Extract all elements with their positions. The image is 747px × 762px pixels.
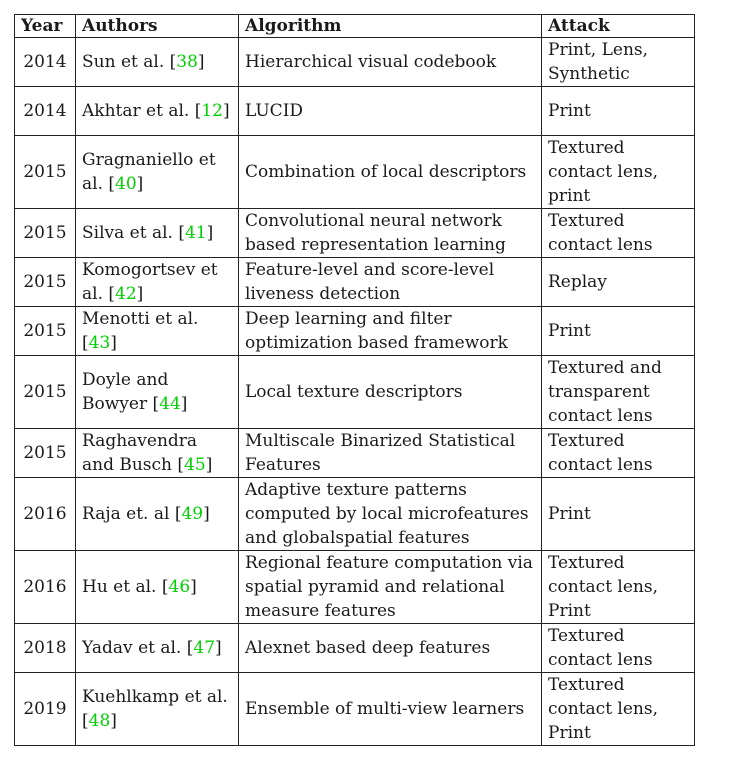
table-row bbox=[15, 478, 695, 551]
table-row bbox=[15, 356, 695, 429]
cell-algorithm: Regional feature computation via spatial pyramid and relational measure features bbox=[239, 551, 542, 624]
cell-attack: Textured contact lens, print bbox=[542, 136, 695, 209]
cell-algorithm: LUCID bbox=[239, 87, 542, 136]
cell-algorithm: Local texture descriptors bbox=[239, 356, 542, 429]
cell-attack: Textured and transparent contact lens bbox=[542, 356, 695, 429]
table-row bbox=[15, 551, 695, 624]
author-name: Doyle and Bowyer bbox=[82, 370, 169, 414]
table-row bbox=[15, 258, 695, 307]
author-name: Menotti et al. bbox=[82, 309, 199, 329]
iris-pad-methods-table bbox=[14, 14, 695, 746]
table-header-row bbox=[15, 15, 695, 38]
cell-algorithm: Alexnet based deep features bbox=[239, 624, 542, 673]
cell-attack: Print bbox=[542, 87, 695, 136]
cell-authors: Raghavendra and Busch [45] bbox=[76, 429, 239, 478]
cell-algorithm: Hierarchical visual codebook bbox=[239, 38, 542, 87]
cell-authors: Sun et al. [38] bbox=[76, 38, 239, 87]
cell-authors: Raja et. al [49] bbox=[76, 478, 239, 551]
table-row bbox=[15, 38, 695, 87]
cell-year: 2016 bbox=[15, 478, 76, 551]
cell-authors: Akhtar et al. [12] bbox=[76, 87, 239, 136]
cell-algorithm: Combination of local descriptors bbox=[239, 136, 542, 209]
cell-authors: Doyle and Bowyer [44] bbox=[76, 356, 239, 429]
citation-link[interactable]: 45 bbox=[184, 455, 206, 475]
author-name: Kuehlkamp et al. bbox=[82, 687, 228, 707]
cell-attack: Replay bbox=[542, 258, 695, 307]
cell-algorithm: Adaptive texture patterns computed by local microfeatures and globalspatial features bbox=[239, 478, 542, 551]
cell-year: 2015 bbox=[15, 307, 76, 356]
cell-attack: Textured contact lens, Print bbox=[542, 673, 695, 746]
cell-attack: Textured contact lens bbox=[542, 429, 695, 478]
citation-link[interactable]: 49 bbox=[181, 504, 204, 524]
header-authors: Authors bbox=[76, 15, 239, 38]
cell-attack: Textured contact lens bbox=[542, 624, 695, 673]
citation-link[interactable]: 42 bbox=[115, 284, 137, 304]
author-name: Silva et al. bbox=[82, 223, 173, 243]
cell-authors: Gragnaniello et al. [40] bbox=[76, 136, 239, 209]
author-name: Komogortsev et al. bbox=[82, 260, 218, 304]
cell-attack: Print, Lens, Synthetic bbox=[542, 38, 695, 87]
cell-year: 2015 bbox=[15, 209, 76, 258]
author-name: Gragnaniello et al. bbox=[82, 150, 216, 194]
table-row bbox=[15, 624, 695, 673]
cell-year: 2014 bbox=[15, 38, 76, 87]
cell-year: 2016 bbox=[15, 551, 76, 624]
cell-year: 2015 bbox=[15, 356, 76, 429]
cell-algorithm: Multiscale Binarized Statistical Features bbox=[239, 429, 542, 478]
table-row bbox=[15, 307, 695, 356]
cell-attack: Print bbox=[542, 478, 695, 551]
citation-link[interactable]: 47 bbox=[193, 638, 216, 658]
table-row bbox=[15, 136, 695, 209]
cell-year: 2015 bbox=[15, 429, 76, 478]
cell-algorithm: Deep learning and filter optimization based framework bbox=[239, 307, 542, 356]
table-row bbox=[15, 673, 695, 746]
header-year: Year bbox=[15, 15, 76, 38]
citation-link[interactable]: 44 bbox=[159, 394, 181, 414]
header-attack: Attack bbox=[542, 15, 695, 38]
cell-algorithm: Convolutional neural network based representation learning bbox=[239, 209, 542, 258]
cell-attack: Print bbox=[542, 307, 695, 356]
table-row bbox=[15, 209, 695, 258]
citation-link[interactable]: 41 bbox=[184, 223, 207, 243]
cell-year: 2015 bbox=[15, 258, 76, 307]
citation-link[interactable]: 48 bbox=[88, 711, 111, 731]
author-name: Sun et al. bbox=[82, 52, 165, 72]
cell-authors: Menotti et al. [43] bbox=[76, 307, 239, 356]
table-row bbox=[15, 429, 695, 478]
header-algorithm: Algorithm bbox=[239, 15, 542, 38]
author-name: Raghavendra and Busch bbox=[82, 431, 198, 475]
author-name: Akhtar et al. bbox=[82, 101, 190, 121]
cell-authors: Komogortsev et al. [42] bbox=[76, 258, 239, 307]
table-row bbox=[15, 87, 695, 136]
citation-link[interactable]: 40 bbox=[115, 174, 137, 194]
citation-link[interactable]: 38 bbox=[176, 52, 198, 72]
cell-year: 2014 bbox=[15, 87, 76, 136]
cell-authors: Silva et al. [41] bbox=[76, 209, 239, 258]
author-name: Raja et. al bbox=[82, 504, 170, 524]
cell-attack: Textured contact lens bbox=[542, 209, 695, 258]
citation-link[interactable]: 12 bbox=[201, 101, 223, 121]
cell-algorithm: Feature-level and score-level liveness detection bbox=[239, 258, 542, 307]
author-name: Yadav et al. bbox=[82, 638, 182, 658]
citation-link[interactable]: 43 bbox=[88, 333, 111, 353]
cell-authors: Kuehlkamp et al. [48] bbox=[76, 673, 239, 746]
cell-year: 2019 bbox=[15, 673, 76, 746]
cell-algorithm: Ensemble of multi-view learners bbox=[239, 673, 542, 746]
cell-authors: Yadav et al. [47] bbox=[76, 624, 239, 673]
cell-year: 2018 bbox=[15, 624, 76, 673]
citation-link[interactable]: 46 bbox=[168, 577, 191, 597]
author-name: Hu et al. bbox=[82, 577, 157, 597]
cell-authors: Hu et al. [46] bbox=[76, 551, 239, 624]
cell-attack: Textured contact lens, Print bbox=[542, 551, 695, 624]
cell-year: 2015 bbox=[15, 136, 76, 209]
